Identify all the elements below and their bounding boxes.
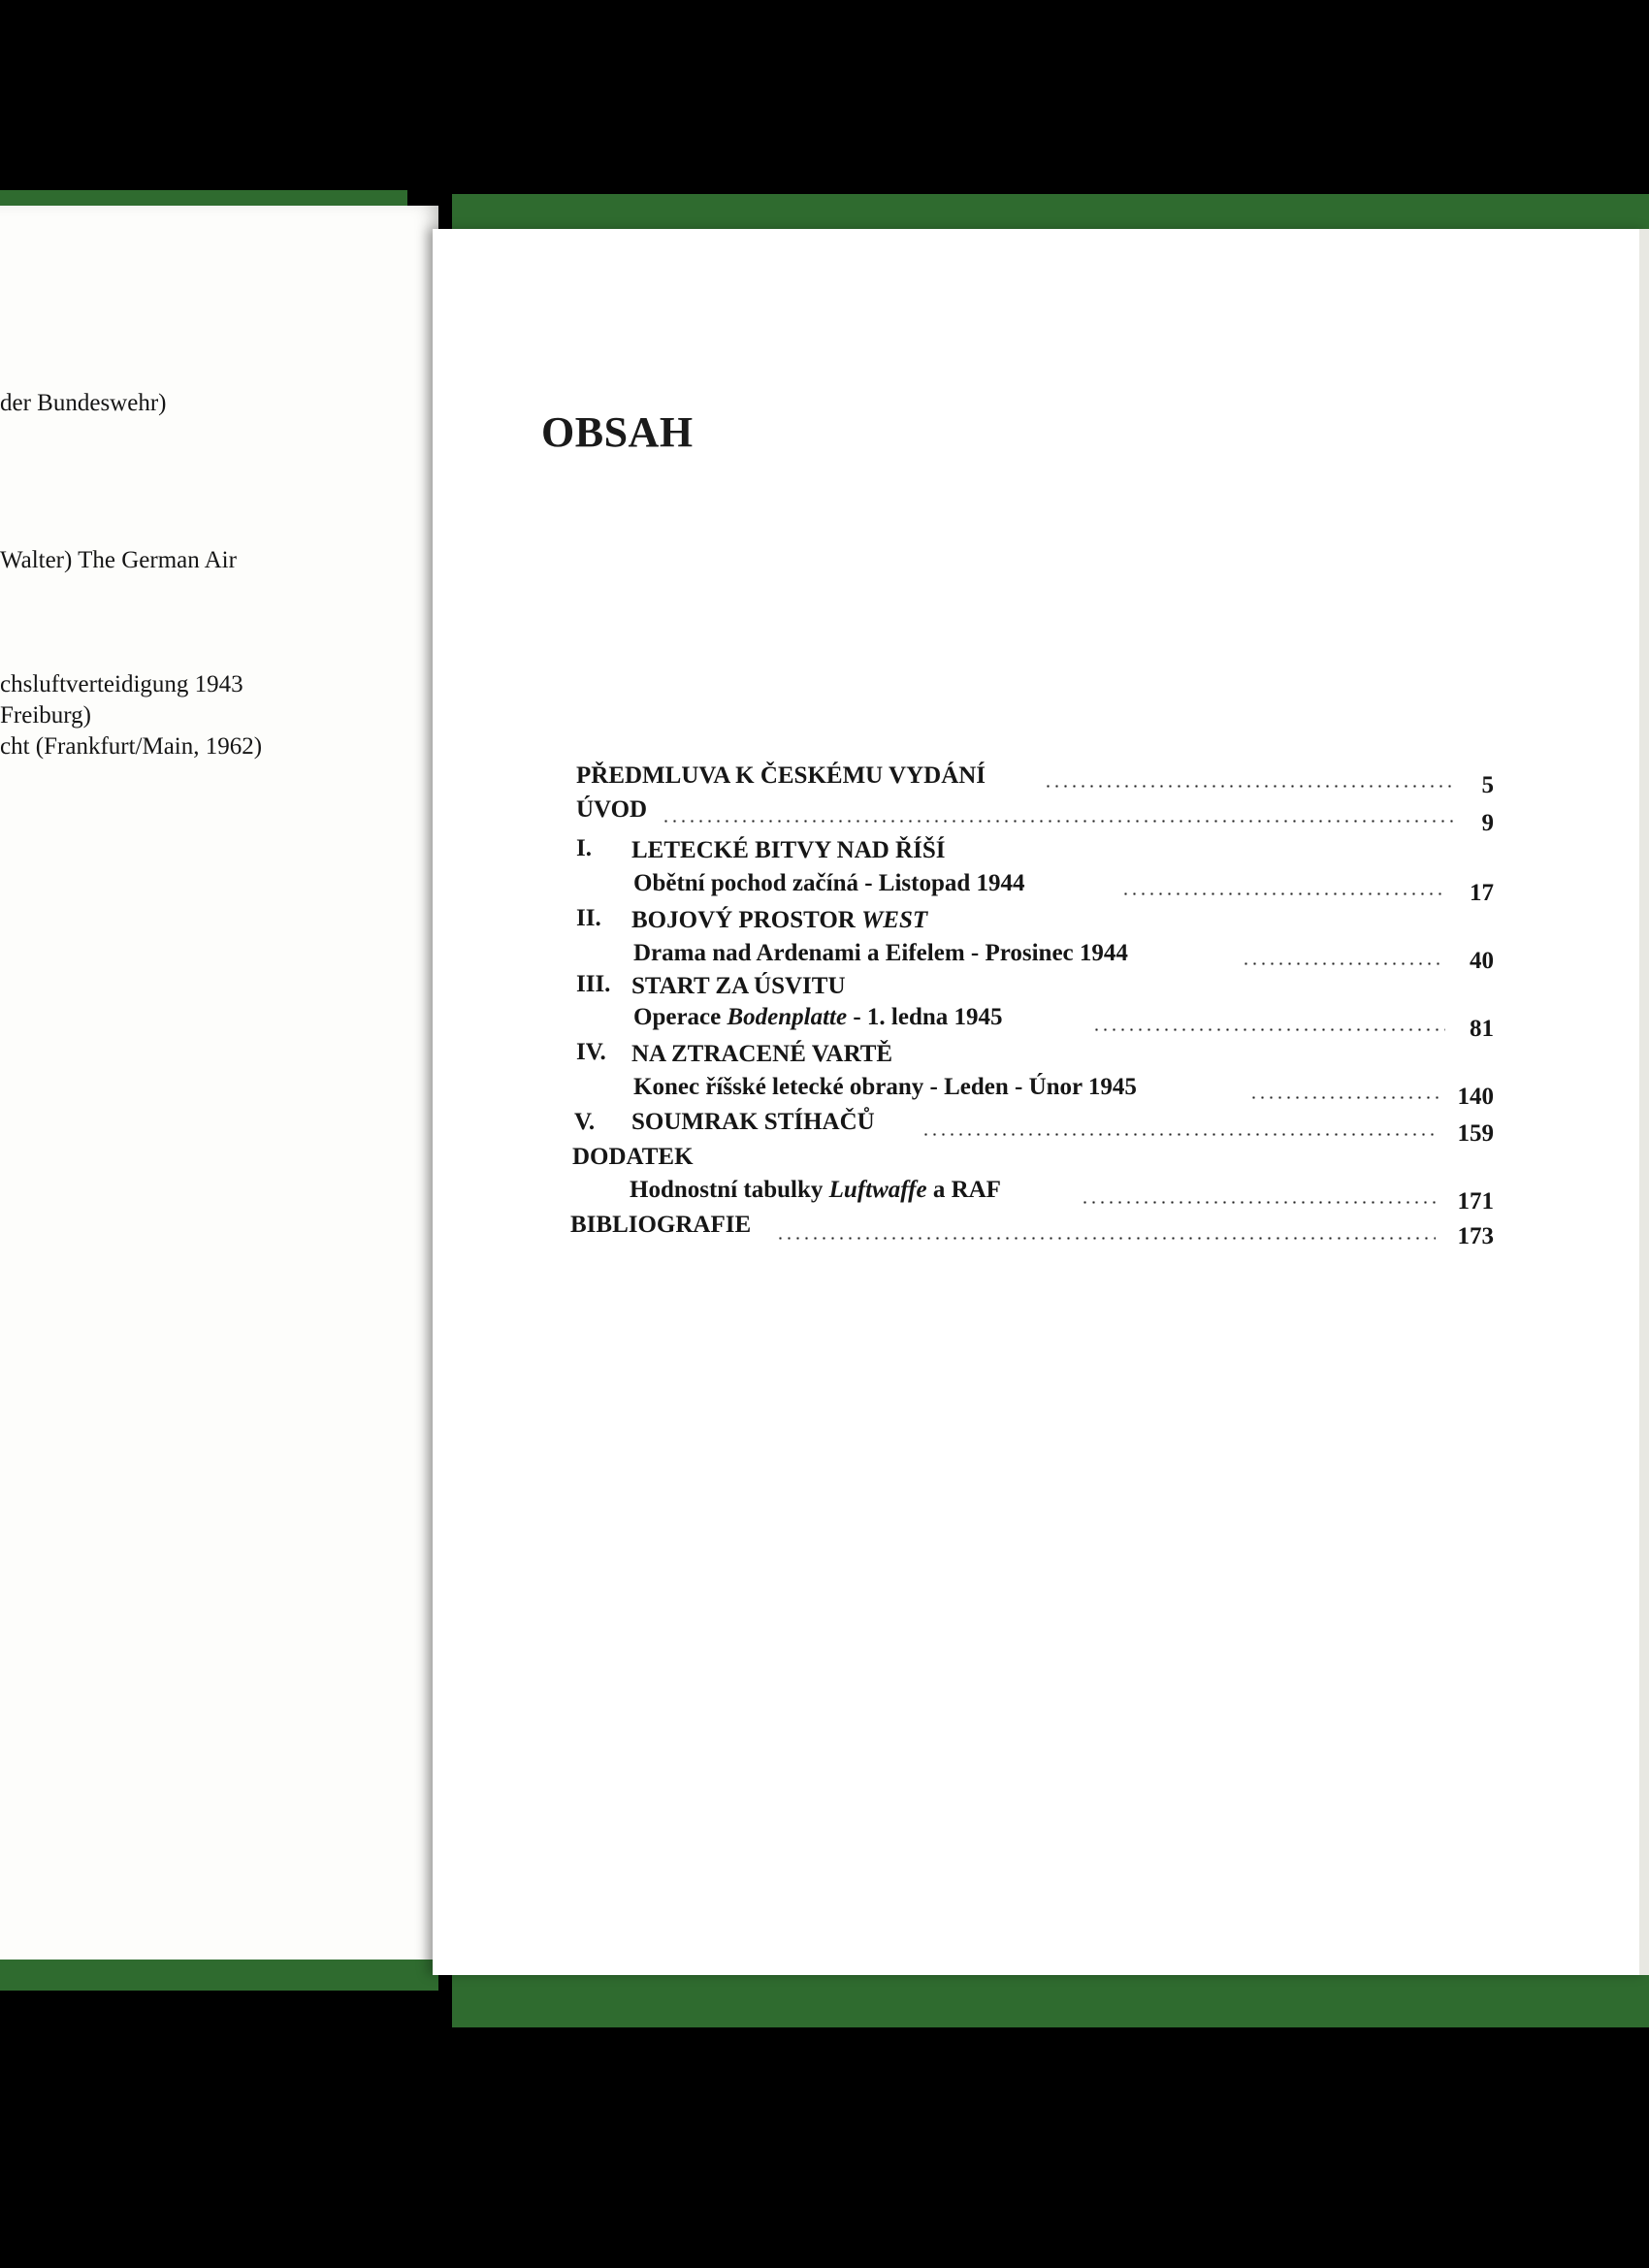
- toc-entry-page: 140: [1457, 1084, 1494, 1110]
- toc-entry-label: LETECKÉ BITVY NAD ŘÍŠÍ: [631, 837, 946, 863]
- toc-leader-dots: [1242, 962, 1445, 965]
- left-page-line: Freiburg): [0, 702, 91, 729]
- toc-entry-page: 9: [1481, 810, 1494, 836]
- toc-leader-dots: [1081, 1201, 1436, 1204]
- toc-entry-page: 173: [1457, 1223, 1494, 1249]
- toc-leader-dots: [776, 1237, 1436, 1240]
- page-title: OBSAH: [541, 408, 694, 456]
- toc-entry-roman: V.: [574, 1109, 596, 1135]
- toc-entry-roman: II.: [576, 905, 601, 931]
- toc-entry-page: 5: [1481, 772, 1494, 798]
- toc-leader-dots: [1249, 1096, 1439, 1099]
- toc-entry-label: NA ZTRACENÉ VARTĚ: [631, 1041, 893, 1067]
- left-page: [0, 206, 438, 1971]
- toc-entry-label: BOJOVÝ PROSTOR WEST: [631, 907, 928, 933]
- toc-leader-dots: [1044, 785, 1457, 788]
- toc-leader-dots: [922, 1133, 1436, 1136]
- toc-entry-roman: I.: [576, 835, 592, 861]
- toc-entry-label: SOUMRAK STÍHAČŮ: [631, 1109, 875, 1135]
- toc-entry-subtitle: Operace Bodenplatte - 1. ledna 1945: [633, 1004, 1003, 1030]
- left-cover-edge-bottom: [0, 1960, 438, 1991]
- left-page-line: cht (Frankfurt/Main, 1962): [0, 733, 263, 760]
- toc-entry-label: BIBLIOGRAFIE: [570, 1212, 752, 1238]
- toc-entry-page: 40: [1470, 948, 1494, 974]
- toc-entry-subtitle: Konec říšské letecké obrany - Leden - Únor 1945: [633, 1074, 1137, 1100]
- toc-entry-subtitle: Drama nad Ardenami a Eifelem - Prosinec 1944: [633, 940, 1128, 966]
- toc-entry-page: 17: [1470, 880, 1494, 906]
- toc-entry-subtitle: Hodnostní tabulky Luftwaffe a RAF: [630, 1177, 1001, 1203]
- toc-entry-page: 171: [1457, 1188, 1494, 1215]
- toc-entry-roman: III.: [576, 971, 611, 997]
- toc-entry-label: PŘEDMLUVA K ČESKÉMU VYDÁNÍ: [576, 762, 986, 789]
- toc-entry-page: 81: [1470, 1016, 1494, 1042]
- toc-entry-label: DODATEK: [572, 1144, 694, 1170]
- toc-entry-roman: IV.: [576, 1039, 606, 1065]
- toc-entry-subtitle: Obětní pochod začíná - Listopad 1944: [633, 870, 1025, 896]
- left-page-line: Walter) The German Air: [0, 547, 237, 573]
- toc-entry-page: 159: [1457, 1120, 1494, 1147]
- left-page-line: der Bundeswehr): [0, 390, 167, 416]
- toc-entry-label: START ZA ÚSVITU: [631, 973, 846, 999]
- right-page-edge: [1639, 229, 1649, 1975]
- toc-leader-dots: [1121, 892, 1445, 895]
- left-page-line: chsluftverteidigung 1943: [0, 671, 243, 697]
- toc-leader-dots: [1092, 1028, 1445, 1031]
- toc-leader-dots: [662, 820, 1457, 823]
- toc-entry-label: ÚVOD: [576, 796, 648, 823]
